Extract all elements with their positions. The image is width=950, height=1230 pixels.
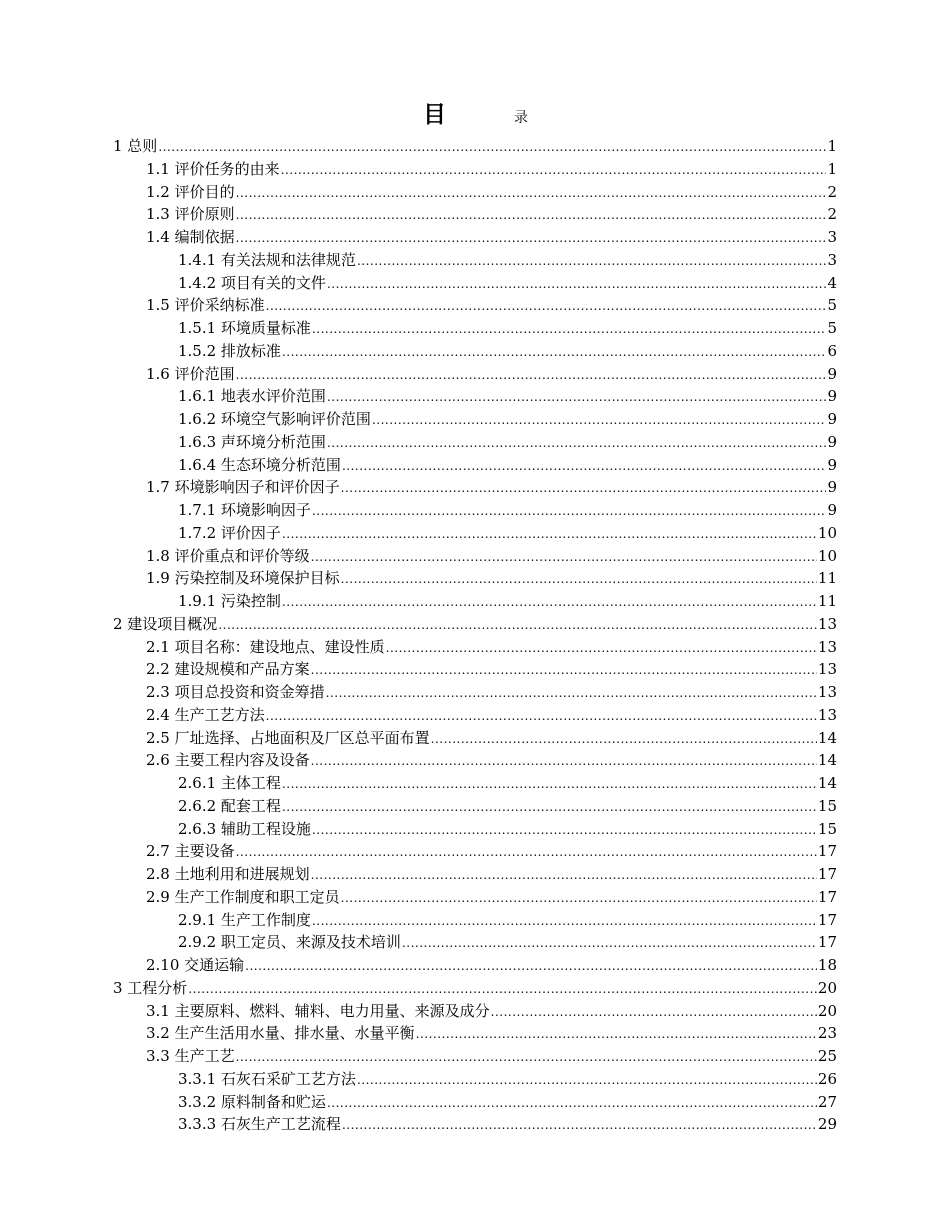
toc-entry-page-number: 3 [827, 228, 837, 246]
toc-entry-title: 1.5.2 排放标准 [178, 341, 281, 360]
toc-entry-line [146, 567, 837, 591]
toc-entry-title: 2.10 交通运输 [146, 956, 245, 974]
toc-entry-page-number: 1 [827, 159, 837, 178]
toc-entry-page-number: 13 [817, 637, 837, 656]
toc-title [0, 100, 950, 132]
toc-entry-page-number: 3 [827, 250, 837, 269]
toc-entry-title: 1.6.1 地表水评价范围 [178, 387, 326, 406]
toc-entry-line [113, 613, 837, 637]
toc-dot-leader [282, 591, 817, 614]
toc-dot-leader [311, 659, 817, 682]
toc-entry-page-number: 20 [817, 1001, 837, 1020]
toc-entry-title: 1.5.1 环境质量标准 [178, 319, 311, 337]
toc-entry-page-number: 9 [827, 410, 837, 428]
toc-entry-line [178, 249, 837, 273]
toc-entry[interactable] [113, 272, 837, 295]
toc-entry-page-number: 9 [827, 478, 837, 497]
toc-entry-title: 3 工程分析 [113, 978, 188, 997]
toc-entry-page-number: 14 [817, 751, 837, 770]
toc-entry-line [178, 317, 837, 341]
toc-entry[interactable] [113, 886, 837, 909]
toc-entry-title: 1.7 环境影响因子和评价因子 [146, 478, 340, 497]
toc-entry-title: 1.8 评价重点和评价等级 [146, 546, 310, 565]
toc-entry[interactable] [113, 363, 837, 386]
toc-dot-leader [312, 318, 827, 341]
toc-dot-leader [188, 978, 817, 1001]
toc-entry-title: 2.8 土地利用和进展规划 [146, 865, 310, 883]
toc-dot-leader [327, 432, 827, 455]
toc-dot-leader [218, 614, 817, 637]
toc-dot-leader [266, 295, 827, 318]
toc-entry[interactable] [113, 727, 837, 750]
toc-entry-line [178, 1068, 837, 1092]
toc-entry-line [146, 840, 837, 864]
toc-dot-leader [341, 887, 817, 910]
toc-entry[interactable] [113, 931, 837, 954]
toc-entry-title: 2.5 厂址选择、占地面积及厂区总平面布置 [146, 728, 430, 747]
toc-dot-leader [282, 773, 817, 796]
toc-dot-leader [327, 273, 827, 296]
toc-dot-leader [386, 637, 817, 660]
toc-entry-title: 3.3.2 原料制备和贮运 [178, 1092, 326, 1111]
toc-entry-title: 2.6.1 主体工程 [178, 774, 281, 792]
toc-entry-title: 2.9 生产工作制度和职工定员 [146, 887, 340, 906]
toc-entry-page-number: 23 [817, 1024, 837, 1043]
toc-entry-line [178, 1113, 837, 1137]
toc-entry-title: 2.7 主要设备 [146, 842, 235, 861]
toc-entry-line [178, 931, 837, 955]
toc-entry-page-number: 17 [817, 910, 837, 929]
toc-dot-leader [236, 182, 827, 205]
toc-entry-page-number: 17 [817, 887, 837, 906]
toc-entry[interactable] [113, 567, 837, 590]
toc-entry-page-number: 9 [827, 501, 837, 519]
toc-entry[interactable] [113, 613, 837, 636]
toc-entry[interactable] [113, 1000, 837, 1023]
toc-entry-title: 3.3.3 石灰生产工艺流程 [178, 1115, 341, 1134]
toc-entry-title: 2.3 项目总投资和资金筹措 [146, 683, 325, 701]
toc-entry-title: 1.6 评价范围 [146, 364, 235, 383]
toc-entry[interactable] [113, 954, 837, 977]
toc-entry-title: 1.3 评价原则 [146, 205, 235, 224]
toc-entry-title: 2.9.1 生产工作制度 [178, 910, 311, 929]
toc-entry-page-number: 5 [827, 296, 837, 315]
toc-entry-line [178, 408, 837, 432]
toc-entry[interactable] [113, 135, 837, 158]
toc-entry-page-number: 13 [817, 614, 837, 633]
toc-dot-leader [236, 364, 827, 387]
toc-entry-title: 1.4.1 有关法规和法律规范 [178, 250, 356, 269]
toc-entry-line [178, 818, 837, 842]
toc-entry-title: 1.7.2 评价因子 [178, 523, 281, 542]
toc-entry[interactable] [113, 476, 837, 499]
toc-entry-line [146, 181, 837, 205]
toc-entry-line [178, 340, 837, 364]
toc-entry[interactable] [113, 340, 837, 363]
toc-entry-line [178, 385, 837, 409]
toc-entry-line [178, 772, 837, 796]
toc-entry[interactable] [113, 840, 837, 863]
toc-entry-line [113, 977, 837, 1001]
toc-entry-title: 2.4 生产工艺方法 [146, 705, 265, 724]
toc-entry-page-number: 13 [817, 705, 837, 724]
toc-entry[interactable] [113, 158, 837, 181]
toc-entry-page-number: 15 [817, 796, 837, 815]
toc-entry[interactable] [113, 522, 837, 545]
toc-entry-title: 1.1 评价任务的由来 [146, 159, 280, 178]
toc-title-main: 目 [423, 101, 446, 128]
toc-entry-line [146, 749, 837, 773]
toc-entry-title: 2.1 项目名称：建设地点、建设性质 [146, 637, 385, 656]
toc-entry-page-number: 9 [827, 364, 837, 383]
toc-entry[interactable] [113, 772, 837, 795]
table-of-contents [113, 135, 837, 1136]
toc-entry-page-number: 17 [817, 865, 837, 883]
toc-entry[interactable] [113, 818, 837, 841]
toc-dot-leader [311, 750, 817, 773]
toc-entry[interactable] [113, 431, 837, 454]
toc-entry[interactable] [113, 658, 837, 681]
toc-entry[interactable] [113, 681, 837, 704]
toc-entry-line [178, 795, 837, 819]
toc-entry-title: 3.3.1 石灰石采矿工艺方法 [178, 1069, 356, 1088]
toc-dot-leader [311, 546, 817, 569]
toc-entry-line [178, 272, 837, 296]
toc-entry-page-number: 26 [817, 1069, 837, 1088]
toc-entry-page-number: 14 [817, 774, 837, 792]
toc-dot-leader [266, 705, 817, 728]
toc-entry-line [178, 909, 837, 933]
toc-dot-leader [327, 386, 827, 409]
toc-entry-page-number: 18 [817, 956, 837, 974]
toc-entry-title: 1.9 污染控制及环境保护目标 [146, 569, 340, 588]
toc-entry-title: 2 建设项目概况 [113, 614, 218, 633]
toc-entry[interactable] [113, 1068, 837, 1091]
toc-entry[interactable] [113, 545, 837, 568]
toc-dot-leader [342, 1114, 817, 1137]
toc-dot-leader [311, 864, 817, 887]
toc-dot-leader [341, 477, 827, 500]
toc-dot-leader [431, 728, 817, 751]
toc-dot-leader [491, 1001, 817, 1024]
toc-entry-page-number: 5 [827, 319, 837, 337]
toc-entry-title: 1.9.1 污染控制 [178, 592, 281, 610]
toc-entry-line [146, 363, 837, 387]
toc-entry-page-number: 9 [827, 387, 837, 406]
toc-entry-title: 2.6.3 辅助工程设施 [178, 819, 311, 838]
toc-dot-leader [245, 955, 817, 978]
toc-entry-line [146, 636, 837, 660]
toc-entry-line [178, 499, 837, 523]
toc-dot-leader [342, 455, 827, 478]
toc-entry-line [146, 545, 837, 569]
toc-entry-title: 2.9.2 职工定员、来源及技术培训 [178, 933, 401, 952]
toc-entry[interactable] [113, 977, 837, 1000]
toc-dot-leader [236, 227, 827, 250]
toc-dot-leader [282, 341, 827, 364]
toc-entry-page-number: 17 [817, 842, 837, 861]
toc-entry-line [113, 135, 837, 159]
toc-entry-page-number: 17 [817, 933, 837, 952]
toc-entry[interactable] [113, 203, 837, 226]
toc-entry-page-number: 13 [817, 683, 837, 701]
toc-entry-line [146, 681, 837, 705]
toc-entry-page-number: 4 [827, 273, 837, 292]
toc-entry-page-number: 27 [817, 1092, 837, 1111]
toc-entry-page-number: 1 [827, 137, 837, 155]
toc-entry-title: 1.6.4 生态环境分析范围 [178, 455, 341, 474]
toc-entry-title: 3.1 主要原料、燃料、辅料、电力用量、来源及成分 [146, 1001, 490, 1020]
toc-entry-title: 3.3 生产工艺 [146, 1047, 235, 1065]
toc-entry-line [146, 294, 837, 318]
toc-entry-line [146, 158, 837, 182]
toc-entry-line [146, 954, 837, 978]
toc-entry-line [146, 1045, 837, 1069]
toc-entry-page-number: 20 [817, 978, 837, 997]
toc-entry-page-number: 6 [827, 341, 837, 360]
toc-entry-line [178, 1091, 837, 1115]
toc-entry-line [146, 476, 837, 500]
toc-dot-leader [312, 910, 817, 933]
toc-entry-title: 1 总则 [113, 137, 158, 155]
toc-entry-title: 1.6.2 环境空气影响评价范围 [178, 410, 371, 428]
toc-dot-leader [312, 500, 827, 523]
toc-entry[interactable] [113, 909, 837, 932]
toc-entry[interactable] [113, 226, 837, 249]
toc-entry-page-number: 15 [817, 819, 837, 838]
toc-entry[interactable] [113, 704, 837, 727]
toc-entry[interactable] [113, 294, 837, 317]
toc-title-sub: 录 [514, 110, 528, 126]
toc-entry[interactable] [113, 590, 837, 613]
toc-entry[interactable] [113, 499, 837, 522]
toc-dot-leader [236, 841, 817, 864]
toc-entry-line [146, 863, 837, 887]
toc-entry-line [146, 658, 837, 682]
toc-entry-page-number: 9 [827, 455, 837, 474]
toc-entry-page-number: 29 [817, 1115, 837, 1134]
toc-entry[interactable] [113, 749, 837, 772]
toc-dot-leader [372, 409, 827, 432]
toc-entry-title: 3.2 生产生活用水量、排水量、水量平衡 [146, 1024, 415, 1043]
toc-entry-page-number: 14 [817, 728, 837, 747]
toc-entry-line [146, 226, 837, 250]
toc-dot-leader [236, 204, 827, 227]
toc-entry[interactable] [113, 249, 837, 272]
toc-entry[interactable] [113, 1045, 837, 1068]
toc-entry[interactable] [113, 317, 837, 340]
toc-dot-leader [312, 819, 817, 842]
toc-dot-leader [327, 1092, 817, 1115]
toc-entry-page-number: 13 [817, 660, 837, 679]
toc-entry[interactable] [113, 1113, 837, 1136]
toc-entry[interactable] [113, 863, 837, 886]
toc-entry-line [146, 203, 837, 227]
toc-entry-line [146, 1000, 837, 1024]
toc-entry[interactable] [113, 181, 837, 204]
toc-entry-line [146, 727, 837, 751]
toc-entry-line [178, 454, 837, 478]
toc-dot-leader [281, 159, 827, 182]
toc-entry[interactable] [113, 385, 837, 408]
toc-entry-page-number: 2 [827, 182, 837, 201]
toc-dot-leader [357, 1069, 817, 1092]
toc-entry-line [146, 704, 837, 728]
toc-entry-title: 2.6 主要工程内容及设备 [146, 751, 310, 770]
toc-entry-title: 1.2 评价目的 [146, 182, 235, 201]
toc-dot-leader [416, 1023, 817, 1046]
toc-entry-line [146, 1022, 837, 1046]
toc-entry-title: 2.2 建设规模和产品方案 [146, 660, 310, 679]
toc-entry-page-number: 10 [817, 523, 837, 542]
toc-dot-leader [158, 136, 826, 159]
toc-entry[interactable] [113, 795, 837, 818]
toc-entry-page-number: 2 [827, 205, 837, 224]
toc-entry-line [178, 522, 837, 546]
toc-entry-page-number: 10 [817, 546, 837, 565]
toc-entry-title: 1.7.1 环境影响因子 [178, 501, 311, 519]
toc-entry[interactable] [113, 454, 837, 477]
toc-entry-title: 1.5 评价采纳标准 [146, 296, 265, 315]
toc-dot-leader [341, 568, 817, 591]
toc-entry-line [178, 590, 837, 614]
toc-dot-leader [402, 932, 817, 955]
toc-dot-leader [282, 796, 817, 819]
toc-entry-title: 1.6.3 声环境分析范围 [178, 432, 326, 451]
toc-entry-line [178, 431, 837, 455]
toc-entry[interactable] [113, 408, 837, 431]
toc-dot-leader [357, 250, 827, 273]
toc-entry-page-number: 9 [827, 432, 837, 451]
toc-entry[interactable] [113, 1091, 837, 1114]
toc-entry-title: 1.4.2 项目有关的文件 [178, 273, 326, 292]
toc-dot-leader [326, 682, 817, 705]
toc-dot-leader [236, 1046, 817, 1069]
toc-entry-page-number: 25 [817, 1047, 837, 1065]
toc-dot-leader [282, 523, 817, 546]
toc-entry-page-number: 11 [817, 569, 837, 588]
toc-entry-page-number: 11 [817, 592, 837, 610]
toc-entry[interactable] [113, 1022, 837, 1045]
toc-entry[interactable] [113, 636, 837, 659]
toc-entry-title: 1.4 编制依据 [146, 228, 235, 246]
toc-entry-title: 2.6.2 配套工程 [178, 796, 281, 815]
toc-entry-line [146, 886, 837, 910]
